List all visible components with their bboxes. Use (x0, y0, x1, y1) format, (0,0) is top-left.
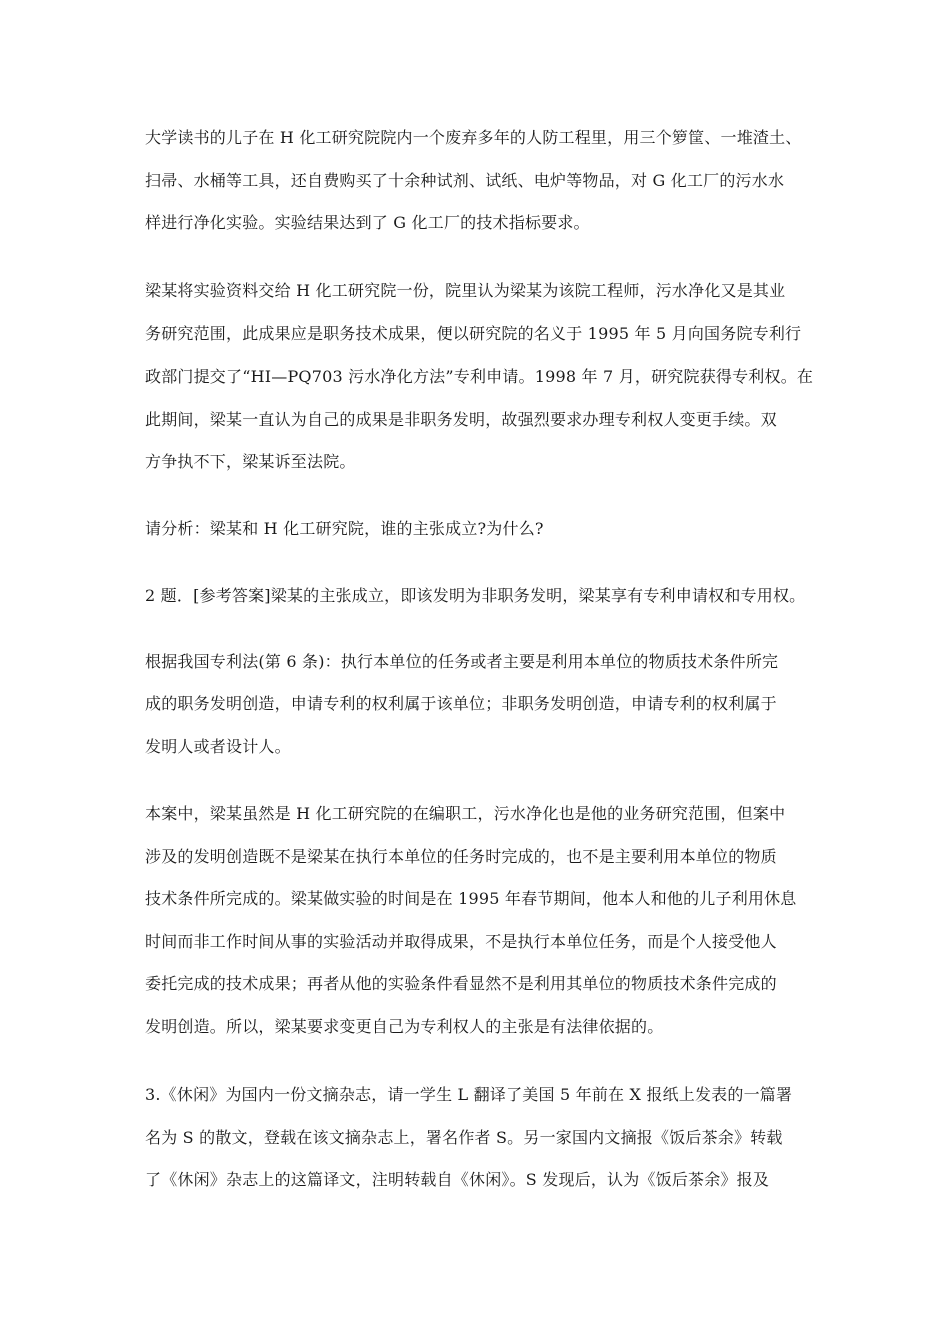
text-line: 时间而非工作时间从事的实验活动并取得成果，不是执行本单位任务，而是个人接受他人 (145, 932, 777, 951)
text-line: 根据我国专利法(第 6 条)：执行本单位的任务或者主要是利用本单位的物质技术条件所完 (145, 652, 779, 671)
text-line: 大学读书的儿子在 H 化工研究院院内一个废弃多年的人防工程里，用三个箩筐、一堆渣土、 (145, 128, 802, 147)
text-line: 务研究范围，此成果应是职务技术成果，便以研究院的名义于 1995 年 5 月向国务院专利行 (145, 324, 802, 343)
text-line: 技术条件所完成的。梁某做实验的时间是在 1995 年春节期间，他本人和他的儿子利用休息 (145, 889, 797, 908)
text-line: 本案中，梁某虽然是 H 化工研究院的在编职工，污水净化也是他的业务研究范围，但案中 (145, 804, 786, 823)
text-line: 请分析：梁某和 H 化工研究院，谁的主张成立?为什么? (145, 519, 544, 538)
text-line: 成的职务发明创造，申请专利的权利属于该单位；非职务发明创造，申请专利的权利属于 (145, 694, 777, 713)
text-line: 政部门提交了“HI—PQ703 污水净化方法”专利申请。1998 年 7 月，研究院获得专利权。在 (145, 367, 814, 386)
text-line: 发明创造。所以，梁某要求变更自己为专利权人的主张是有法律依据的。 (145, 1017, 664, 1036)
text-line: 方争执不下，梁某诉至法院。 (145, 452, 356, 471)
text-line: 名为 S 的散文，登载在该文摘杂志上，署名作者 S。另一家国内文摘报《饭后茶余》转载 (145, 1128, 783, 1147)
text-line: 2 题．[参考答案]梁某的主张成立，即该发明为非职务发明，梁某享有专利申请权和专用权。 (145, 586, 806, 605)
text-line: 此期间，梁某一直认为自己的成果是非职务发明，故强烈要求办理专利权人变更手续。双 (145, 410, 777, 429)
text-line: 扫帚、水桶等工具，还自费购买了十余种试剂、试纸、电炉等物品，对 G 化工厂的污水水 (145, 171, 785, 190)
text-line: 了《休闲》杂志上的这篇译文，注明转载自《休闲》。S 发现后，认为《饭后茶余》报及 (145, 1170, 770, 1189)
text-line: 涉及的发明创造既不是梁某在执行本单位的任务时完成的，也不是主要利用本单位的物质 (145, 847, 777, 866)
text-line: 梁某将实验资料交给 H 化工研究院一份，院里认为梁某为该院工程师，污水净化又是其业 (145, 281, 786, 300)
text-line: 样进行净化实验。实验结果达到了 G 化工厂的技术指标要求。 (145, 213, 590, 232)
text-line: 发明人或者设计人。 (145, 737, 291, 756)
text-line: 3.《休闲》为国内一份文摘杂志，请一学生 L 翻译了美国 5 年前在 X 报纸上发表的一篇署 (145, 1085, 793, 1104)
text-line: 委托完成的技术成果；再者从他的实验条件看显然不是利用其单位的物质技术条件完成的 (145, 974, 777, 993)
